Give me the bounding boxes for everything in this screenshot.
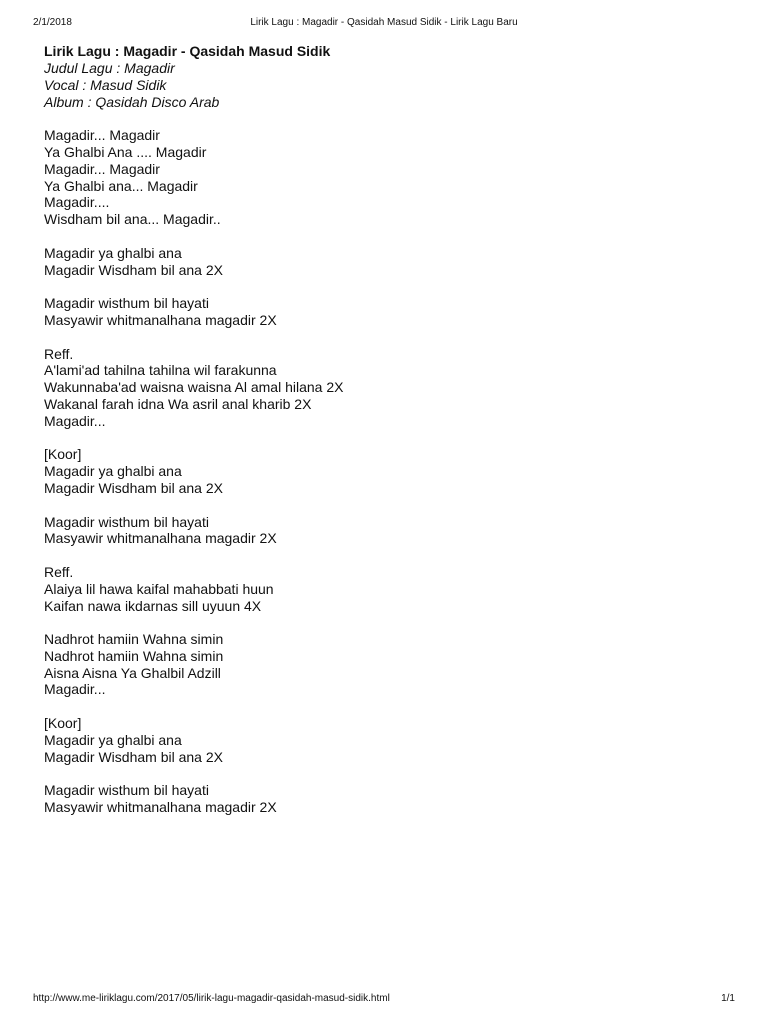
lyric-line: Alaiya lil hawa kaifal mahabbati huun (44, 580, 274, 597)
lyric-line: A'lami'ad tahilna tahilna wil farakunna (44, 362, 277, 379)
print-date: 2/1/2018 (33, 17, 72, 28)
print-footer-url: http://www.me-liriklagu.com/2017/05/lirik-lagu-magadir-qasidah-masud-sidik.html (33, 993, 390, 1004)
song-meta (44, 60, 724, 110)
lyric-line: Magadir wisthum bil hayati (44, 782, 209, 799)
lyric-line: Kaifan nawa ikdarnas sill uyuun 4X (44, 597, 262, 614)
lyric-line: Magadir ya ghalbi ana (44, 731, 182, 748)
lyric-line: Wakunnaba'ad waisna waisna Al amal hilana 2X (44, 379, 344, 396)
lyric-line: Magadir ya ghalbi ana (44, 244, 182, 261)
lyric-line: Reff. (44, 345, 74, 362)
lyric-line: Magadir ya ghalbi ana (44, 463, 182, 480)
lyric-line: Nadhrot hamiin Wahna simin (44, 631, 224, 648)
lyric-line: Nadhrot hamiin Wahna simin (44, 647, 224, 664)
lyric-line: Wisdham bil ana... Magadir.. (44, 211, 221, 228)
lyric-line: Ya Ghalbi Ana .... Magadir (44, 143, 207, 160)
lyric-line: Aisna Aisna Ya Ghalbil Adzill (44, 664, 221, 681)
lyric-line: Magadir Wisdham bil ana 2X (44, 748, 223, 765)
lyric-line: Magadir... Magadir (44, 127, 160, 144)
lyric-stanza (44, 446, 724, 496)
lyric-line: Magadir Wisdham bil ana 2X (44, 261, 223, 278)
lyric-stanza (44, 127, 724, 228)
lyric-line: Magadir... Magadir (44, 160, 160, 177)
print-page-number: 1/1 (721, 993, 735, 1004)
lyric-stanza (44, 295, 724, 329)
lyric-line: Magadir Wisdham bil ana 2X (44, 479, 223, 496)
lyric-line: [Koor] (44, 446, 82, 463)
lyric-stanza (44, 245, 724, 279)
lyric-line: Magadir wisthum bil hayati (44, 513, 209, 530)
lyric-line: Masyawir whitmanalhana magadir 2X (44, 311, 277, 328)
lyric-line: Masyawir whitmanalhana magadir 2X (44, 799, 277, 816)
lyrics (44, 127, 724, 816)
lyric-line: Reff. (44, 563, 74, 580)
lyric-line: Magadir... (44, 681, 106, 698)
lyric-stanza (44, 514, 724, 548)
lyric-line: [Koor] (44, 715, 82, 732)
lyric-line: Wakanal farah idna Wa asril anal kharib 2X (44, 395, 312, 412)
song-title-meta: Judul Lagu : Magadir (44, 60, 175, 76)
article-body (44, 43, 724, 833)
post-title: Lirik Lagu : Magadir - Qasidah Masud Sidik (44, 43, 331, 59)
vocal-meta: Vocal : Masud Sidik (44, 76, 167, 93)
lyric-line: Magadir... (44, 412, 106, 429)
lyric-line: Masyawir whitmanalhana magadir 2X (44, 530, 277, 547)
lyric-line: Magadir wisthum bil hayati (44, 295, 209, 312)
lyric-stanza (44, 715, 724, 765)
print-page-title: Lirik Lagu : Magadir - Qasidah Masud Sidik - Lirik Lagu Baru (250, 17, 518, 28)
album-meta: Album : Qasidah Disco Arab (44, 93, 220, 110)
lyric-stanza (44, 631, 724, 698)
lyric-line: Ya Ghalbi ana... Magadir (44, 177, 198, 194)
lyric-line: Magadir.... (44, 194, 110, 211)
lyric-stanza (44, 564, 724, 614)
lyric-stanza (44, 782, 724, 816)
lyric-stanza (44, 346, 724, 430)
